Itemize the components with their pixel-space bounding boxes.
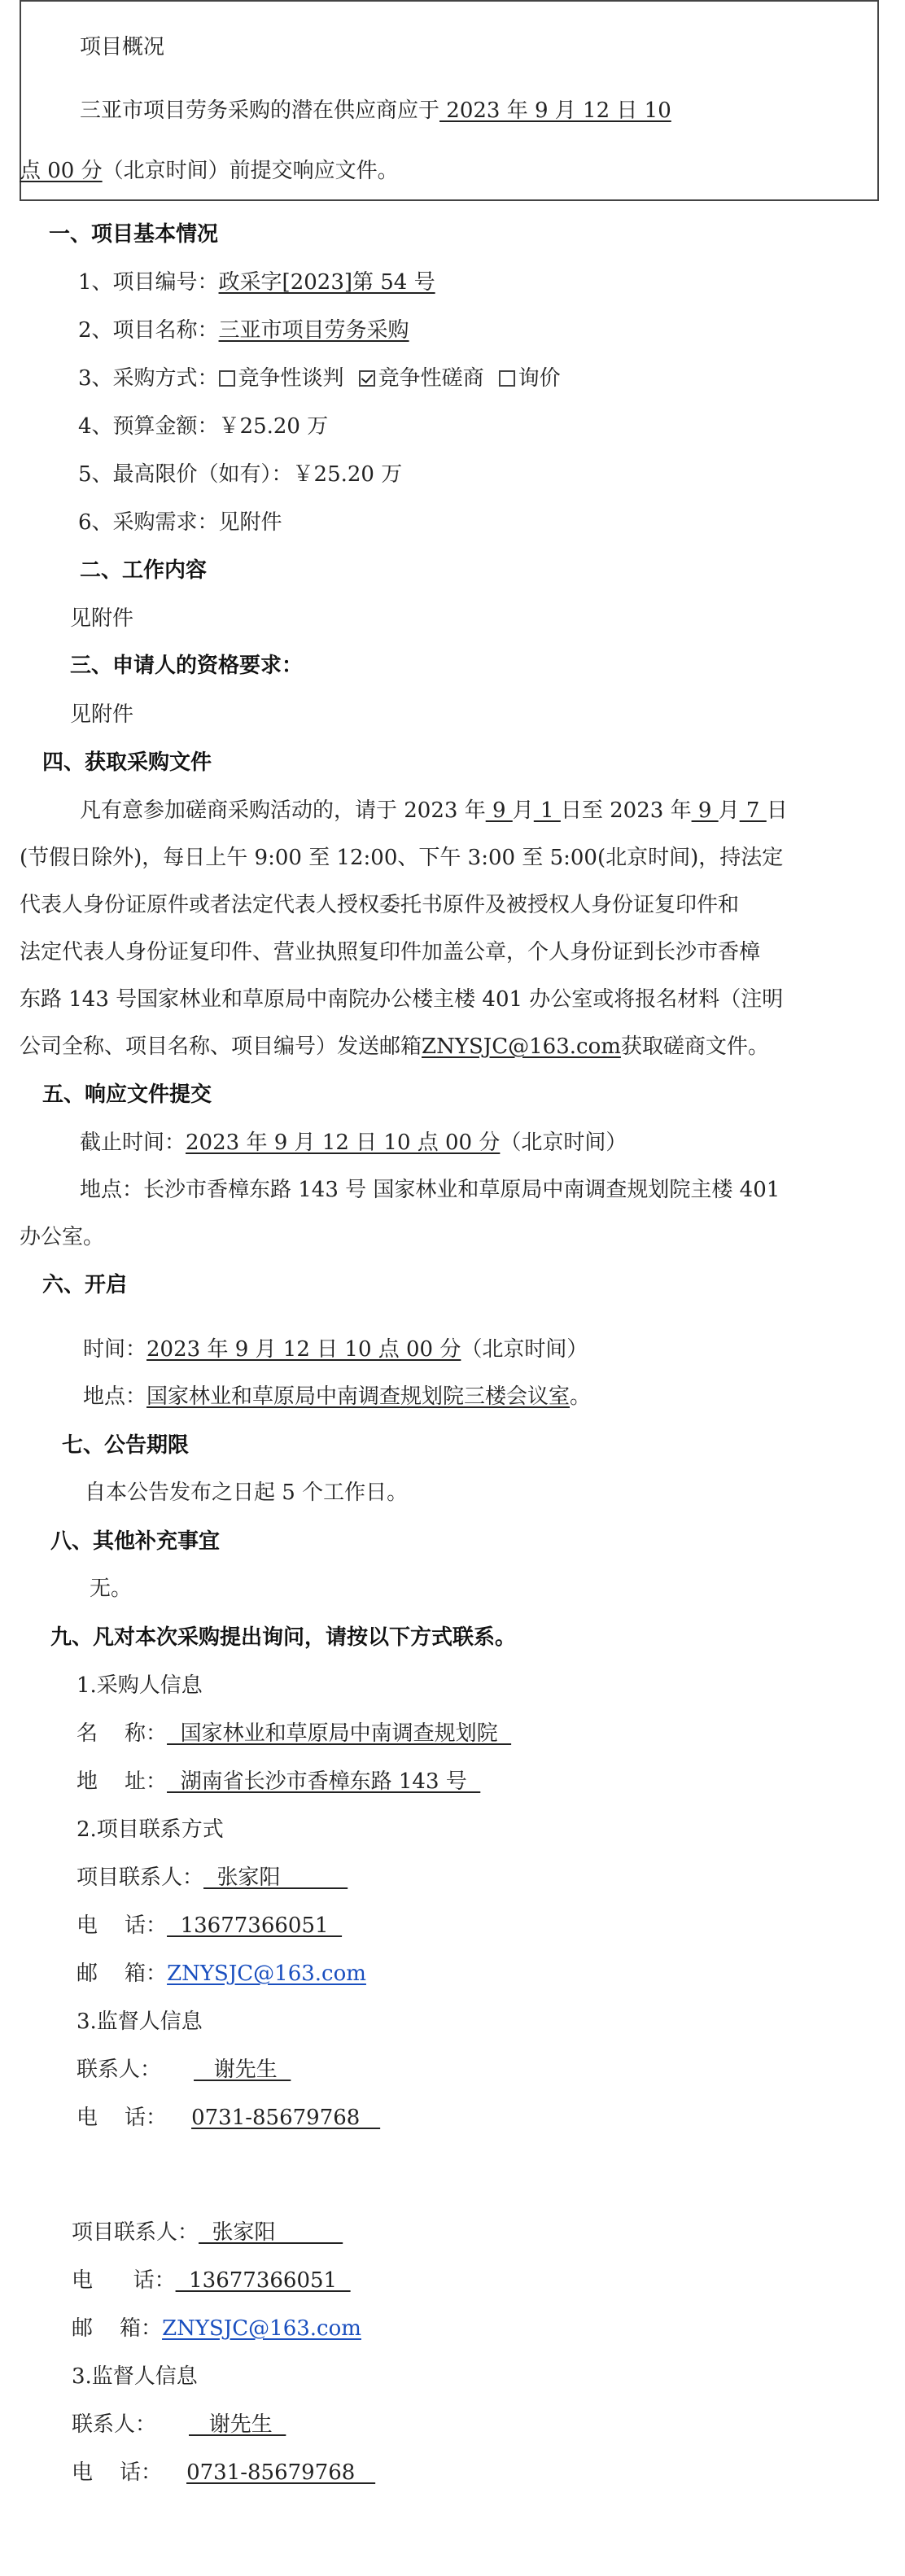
email-label: 邮 箱： — [77, 1962, 168, 1986]
phone-label: 电 话： — [72, 2268, 176, 2293]
method-option-3: 询价 — [518, 366, 561, 391]
text: 获取磋商文件。 — [620, 1034, 769, 1059]
section-2-body: 见附件 — [70, 606, 134, 631]
section-3-heading: 三、申请人的资格要求： — [70, 654, 304, 678]
time-label: 时间： — [83, 1337, 147, 1362]
section-3-body: 见附件 — [70, 702, 134, 727]
purchaser-name — [77, 1719, 511, 1748]
text: 月 — [718, 798, 740, 823]
procurement-method-label: 3、采购方式： — [78, 366, 219, 391]
section-4-line-4: 法定代表人身份证复印件、营业执照复印件加盖公章，个人身份证到长沙市香樟 — [20, 940, 761, 964]
overview-line-1 — [80, 96, 671, 125]
contact-label: 项目联系人： — [77, 1865, 204, 1890]
section-7-heading: 七、公告期限 — [62, 1433, 190, 1458]
repeat-project-contact — [72, 2218, 343, 2247]
project-name — [78, 316, 409, 345]
overview-text-2: （北京时间）前提交响应文件。 — [102, 159, 399, 183]
checkbox-checked — [359, 370, 375, 387]
section-7-body: 自本公告发布之日起 5 个工作日。 — [85, 1480, 409, 1505]
text: 月 — [512, 798, 534, 823]
deadline-value: 2023 年 9 月 12 日 10 点 00 分 — [186, 1131, 501, 1155]
repeat-contact-phone — [72, 2266, 351, 2295]
email-link[interactable]: ZNYSJC@163.com — [167, 1962, 366, 1986]
section-4-line-2: (节假日除外)，每日上午 9:00 至 12:00、下午 3:00 至 5:00(北京时间)，持法定 — [20, 846, 784, 870]
submission-place-2: 办公室。 — [20, 1225, 105, 1249]
supervisor-value: 谢先生 — [194, 2058, 291, 2082]
contact-title: 2.项目联系方式 — [77, 1817, 224, 1842]
place-value: 国家林业和草原局中南调查规划院三楼会议室 — [146, 1384, 571, 1409]
checkbox-unchecked — [219, 370, 235, 387]
section-4-line-5: 东路 143 号国家林业和草原局中南院办公楼主楼 401 办公室或将报名材料（注明 — [20, 987, 784, 1012]
supervisor-label: 联系人： — [77, 2058, 162, 2082]
contact-email — [77, 1959, 366, 1988]
phone-value: 13677366051 — [167, 1913, 343, 1938]
section-5-heading: 五、响应文件提交 — [42, 1082, 212, 1107]
method-option-2: 竞争性磋商 — [378, 366, 484, 391]
opening-place — [83, 1382, 591, 1411]
contact-phone — [77, 1911, 342, 1940]
opening-time — [83, 1335, 588, 1364]
repeat-contact-email — [72, 2314, 361, 2343]
method-option-1: 竞争性谈判 — [238, 366, 344, 391]
purchaser-title: 1.采购人信息 — [77, 1673, 203, 1698]
supervisor-phone-value: 0731-85679768 — [191, 2106, 381, 2130]
section-8-body: 无。 — [90, 1577, 133, 1601]
purchaser-address-label: 地 址： — [77, 1769, 168, 1794]
section-4-line-1 — [80, 796, 788, 825]
email-address: ZNYSJC@163.com — [422, 1034, 621, 1059]
section-4-heading: 四、获取采购文件 — [42, 750, 212, 775]
repeat-supervisor-phone — [72, 2458, 375, 2487]
email-label: 邮 箱： — [72, 2316, 163, 2341]
month-start: 9 — [485, 798, 513, 823]
section-2-heading: 二、工作内容 — [80, 558, 208, 583]
project-name-value: 三亚市项目劳务采购 — [218, 318, 409, 343]
text: 公司全称、项目名称、项目编号）发送邮箱 — [20, 1034, 422, 1059]
project-number-label: 1、项目编号： — [78, 270, 219, 295]
submission-deadline — [80, 1128, 627, 1157]
supervisor-title: 3.监督人信息 — [77, 2010, 203, 2034]
project-number — [78, 268, 435, 297]
purchaser-name-value: 国家林业和草原局中南调查规划院 — [167, 1721, 512, 1746]
purchaser-address — [77, 1767, 480, 1796]
text: （北京时间） — [461, 1337, 588, 1362]
day-end: 7 — [739, 798, 767, 823]
text: 日 — [766, 798, 788, 823]
max-price: 5、最高限价（如有）：￥25.20 万 — [78, 462, 403, 487]
section-8-heading: 八、其他补充事宜 — [50, 1529, 221, 1554]
section-9-heading: 九、凡对本次采购提出询问，请按以下方式联系。 — [50, 1625, 517, 1650]
day-start: 1 — [533, 798, 561, 823]
phone-value: 13677366051 — [175, 2268, 351, 2293]
repeat-supervisor-contact — [72, 2410, 286, 2439]
supervisor-phone-label: 电 话： — [72, 2460, 163, 2485]
text: 日至 2023 年 — [560, 798, 692, 823]
contact-label: 项目联系人： — [72, 2220, 199, 2245]
deadline-label: 截止时间： — [80, 1131, 186, 1155]
checkbox-unchecked — [499, 370, 515, 387]
overview-deadline-cont: 点 00 分 — [20, 159, 103, 183]
repeat-supervisor-title: 3.监督人信息 — [72, 2364, 198, 2389]
demand: 6、采购需求：见附件 — [78, 510, 282, 535]
contact-value: 张家阳 — [199, 2220, 343, 2245]
purchaser-address-value: 湖南省长沙市香樟东路 143 号 — [167, 1769, 481, 1794]
email-link[interactable]: ZNYSJC@163.com — [162, 2316, 361, 2341]
purchaser-name-label: 名 称： — [77, 1721, 168, 1746]
submission-place-1: 地点：长沙市香樟东路 143 号 国家林业和草原局中南调查规划院主楼 401 — [80, 1178, 780, 1202]
time-value: 2023 年 9 月 12 日 10 点 00 分 — [146, 1337, 461, 1362]
supervisor-phone-value: 0731-85679768 — [186, 2460, 376, 2485]
overview-heading: 项目概况 — [80, 35, 165, 59]
section-4-line-3: 代表人身份证原件或者法定代表人授权委托书原件及被授权人身份证复印件和 — [20, 893, 740, 917]
supervisor-contact — [77, 2055, 291, 2084]
section-4-line-6 — [20, 1032, 769, 1061]
contact-value: 张家阳 — [203, 1865, 348, 1890]
text: 凡有意参加磋商采购活动的，请于 2023 年 — [80, 798, 486, 823]
overview-line-2 — [20, 156, 399, 186]
month-end: 9 — [691, 798, 719, 823]
supervisor-phone — [77, 2103, 380, 2132]
place-label: 地点： — [83, 1384, 147, 1409]
project-number-value: 政采字[2023]第 54 号 — [218, 270, 435, 295]
section-6-heading: 六、开启 — [42, 1273, 128, 1297]
budget: 4、预算金额：￥25.20 万 — [78, 414, 329, 439]
supervisor-value: 谢先生 — [189, 2412, 286, 2437]
supervisor-phone-label: 电 话： — [77, 2106, 168, 2130]
phone-label: 电 话： — [77, 1913, 168, 1938]
text: （北京时间） — [500, 1131, 627, 1155]
project-contact — [77, 1863, 348, 1892]
supervisor-label: 联系人： — [72, 2412, 157, 2437]
text: 。 — [570, 1384, 592, 1409]
procurement-method — [78, 364, 561, 393]
project-name-label: 2、项目名称： — [78, 318, 219, 343]
overview-deadline: 2023 年 9 月 12 日 10 — [439, 98, 671, 123]
section-1-heading: 一、项目基本情况 — [49, 222, 219, 247]
overview-text: 三亚市项目劳务采购的潜在供应商应于 — [80, 98, 440, 123]
